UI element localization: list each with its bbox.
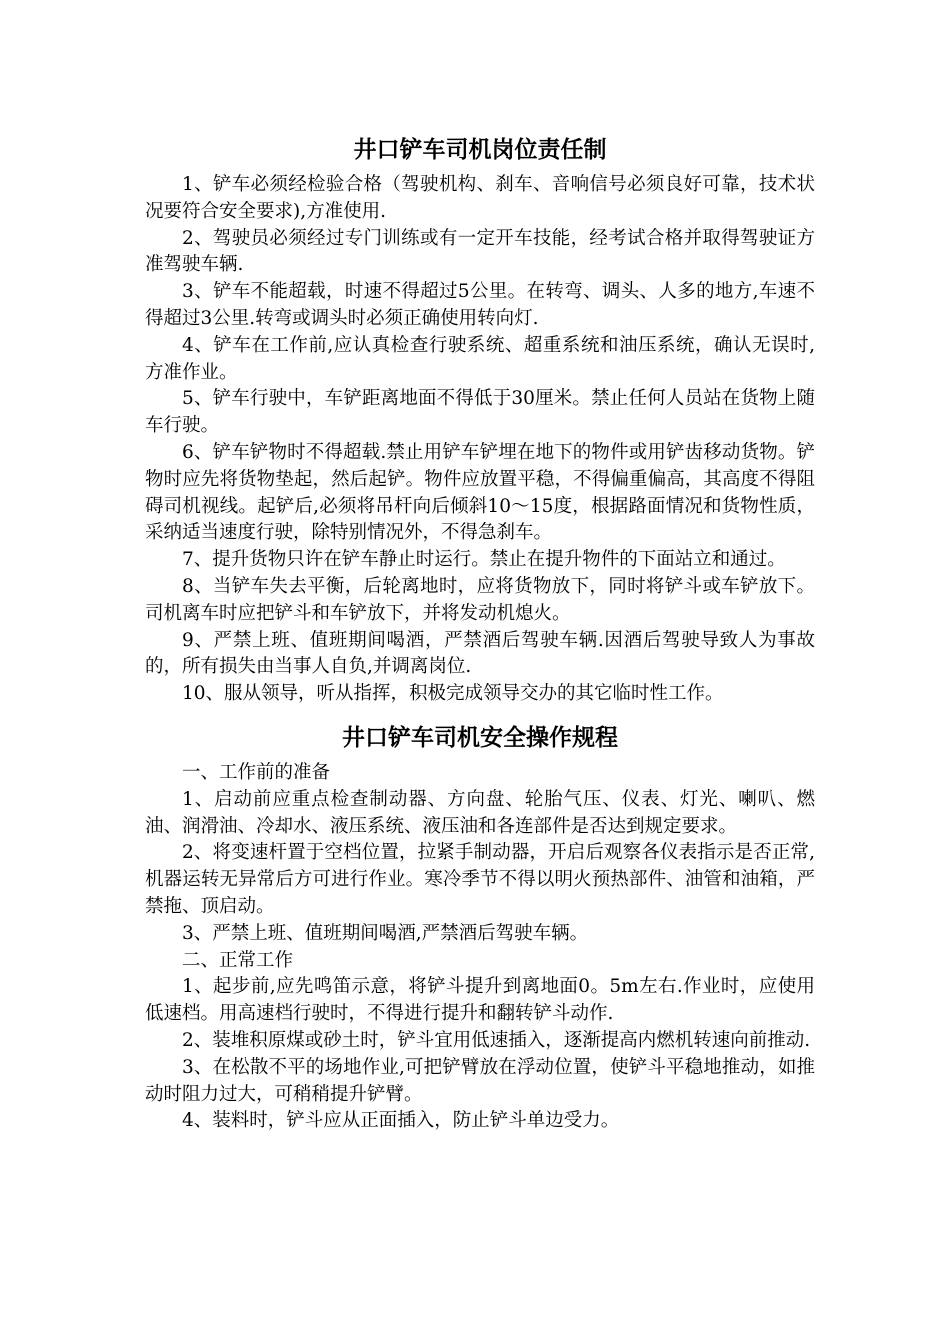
- section1-paragraph-6: 6、铲车铲物时不得超载.禁止用铲车铲埋在地下的物件或用铲齿移动货物。铲物时应先将货物垫起，然后起铲。物件应放置平稳，不得偏重偏高，其高度不得阻碍司机视线。起铲后,必须将吊杆向后倾斜10～15度，根据路面情况和货物性质，采纳适当速度行驶，除特别情况外，不得急刹车。: [145, 441, 815, 544]
- section2-paragraph-5: 2、装堆积原煤或砂土时，铲斗宜用低速插入，逐渐提高内燃机转速向前推动.: [182, 1029, 811, 1051]
- section2-paragraph-4: 1、起步前,应先鸣笛示意，将铲斗提升到离地面0。5m左右.作业时，应使用低速档。用高速档行驶时，不得进行提升和翻转铲斗动作.: [145, 976, 815, 1025]
- section1-paragraph-9: 9、严禁上班、值班期间喝酒，严禁酒后驾驶车辆.因酒后驾驶导致人为事故的，所有损失由当事人自负,并调离岗位.: [145, 629, 815, 678]
- section1-paragraph-7: 7、提升货物只许在铲车静止时运行。禁止在提升物件的下面站立和通过。: [182, 549, 786, 571]
- section2-heading-normal-work: 二、正常工作: [182, 949, 294, 971]
- section1-paragraph-3: 3、铲车不能超载，时速不得超过5公里。在转弯、调头、人多的地方,车速不得超过3公里.转弯或调头时必须正确使用转向灯.: [145, 281, 815, 329]
- section1-paragraph-2: 2、驾驶员必须经过专门训练或有一定开车技能，经考试合格并取得驾驶证方准驾驶车辆.: [145, 227, 815, 276]
- section1-title: 井口铲车司机岗位责任制: [353, 137, 607, 163]
- section2-paragraph-3: 3、严禁上班、值班期间喝酒,严禁酒后驾驶车辆。: [182, 922, 589, 944]
- section2-heading-preparation: 一、工作前的准备: [182, 761, 331, 783]
- section1-paragraph-5: 5、铲车行驶中，车铲距离地面不得低于30厘米。禁止任何人员站在货物上随车行驶。: [145, 388, 815, 437]
- section2-paragraph-1: 1、启动前应重点检查制动器、方向盘、轮胎气压、仪表、灯光、喇叭、燃油、润滑油、冷却水、液压系统、液压油和各连部件是否达到规定要求。: [145, 788, 815, 837]
- section2-paragraph-6: 3、在松散不平的场地作业,可把铲臂放在浮动位置，使铲斗平稳地推动，如推动时阻力过大，可稍稍提升铲臂。: [145, 1056, 815, 1105]
- section2-paragraph-2: 2、将变速杆置于空档位置，拉紧手制动器，开启后观察各仪表指示是否正常,机器运转无异常后方可进行作业。寒冷季节不得以明火预热部件、油管和油箱，严禁拖、顶启动。: [145, 842, 815, 917]
- section2-title: 井口铲车司机安全操作规程: [342, 724, 618, 751]
- section1-paragraph-1: 1、铲车必须经检验合格（驾驶机构、刹车、音响信号必须良好可靠，技术状况要符合安全要求),方准使用.: [145, 174, 815, 222]
- section1-paragraph-10: 10、服从领导，听从指挥，积极完成领导交办的其它临时性工作。: [182, 683, 724, 705]
- document-page: [145, 128, 815, 1135]
- section1-paragraph-8: 8、当铲车失去平衡，后轮离地时，应将货物放下，同时将铲斗或车铲放下。司机离车时应把铲斗和车铲放下，并将发动机熄火。: [145, 575, 815, 624]
- section2-paragraph-7: 4、装料时，铲斗应从正面插入，防止铲斗单边受力。: [182, 1110, 620, 1132]
- section1-paragraph-4: 4、铲车在工作前,应认真检查行驶系统、超重系统和油压系统，确认无误时,方准作业。: [145, 334, 815, 383]
